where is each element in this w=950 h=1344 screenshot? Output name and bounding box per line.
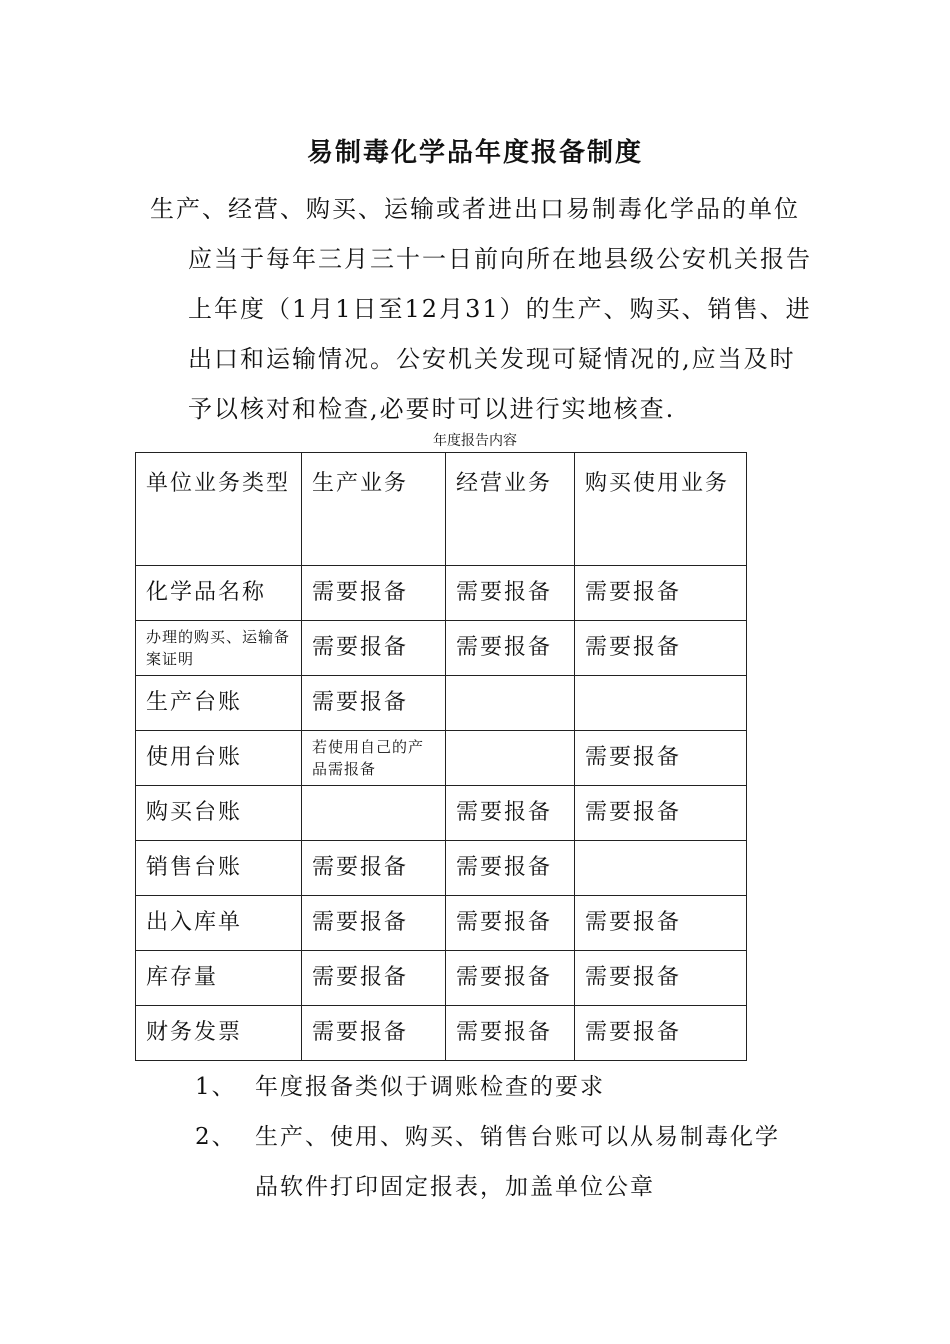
note-text bbox=[195, 1062, 815, 1112]
report-content-table bbox=[135, 452, 747, 1061]
table-cell bbox=[575, 841, 747, 896]
table-cell: 使用台账 bbox=[136, 731, 302, 786]
table-cell: 出入库单 bbox=[136, 896, 302, 951]
note-item bbox=[195, 1062, 815, 1112]
table-cell: 办理的购买、运输备案证明 bbox=[136, 621, 302, 676]
table-caption: 年度报告内容 bbox=[433, 433, 517, 449]
table-row bbox=[136, 896, 747, 951]
header-cell: 生产业务 bbox=[302, 453, 446, 566]
header-cell: 单位业务类型 bbox=[136, 453, 302, 566]
table-cell: 需要报备 bbox=[575, 731, 747, 786]
table-cell: 需要报备 bbox=[446, 566, 575, 621]
table-cell: 需要报备 bbox=[575, 896, 747, 951]
table-cell bbox=[575, 676, 747, 731]
table-cell: 需要报备 bbox=[575, 951, 747, 1006]
table-row bbox=[136, 566, 747, 621]
table-cell: 需要报备 bbox=[302, 621, 446, 676]
note-number: 2、 bbox=[195, 1124, 237, 1150]
note-text bbox=[195, 1112, 815, 1212]
table-cell: 需要报备 bbox=[446, 951, 575, 1006]
table-cell: 生产台账 bbox=[136, 676, 302, 731]
table-row bbox=[136, 786, 747, 841]
table-cell: 化学品名称 bbox=[136, 566, 302, 621]
table-cell: 需要报备 bbox=[302, 951, 446, 1006]
paragraph-line: 出口和运输情况。公安机关发现可疑情况的,应当及时 bbox=[188, 345, 796, 373]
note-number: 1、 bbox=[195, 1074, 237, 1100]
paragraph-line: 生产、经营、购买、运输或者进出口易制毒化学品的单位 bbox=[150, 195, 800, 223]
table-row bbox=[136, 951, 747, 1006]
table-cell: 库存量 bbox=[136, 951, 302, 1006]
table-cell: 需要报备 bbox=[446, 1006, 575, 1061]
table-cell: 需要报备 bbox=[302, 566, 446, 621]
table-cell bbox=[446, 676, 575, 731]
table-cell bbox=[302, 786, 446, 841]
header-cell: 经营业务 bbox=[446, 453, 575, 566]
table-cell: 需要报备 bbox=[302, 1006, 446, 1061]
table-cell: 需要报备 bbox=[446, 621, 575, 676]
notes-list bbox=[195, 1062, 815, 1212]
table-cell: 需要报备 bbox=[446, 841, 575, 896]
document-title: 易制毒化学品年度报备制度 bbox=[306, 138, 643, 168]
table-cell: 销售台账 bbox=[136, 841, 302, 896]
table-cell: 需要报备 bbox=[446, 786, 575, 841]
table-cell: 需要报备 bbox=[575, 566, 747, 621]
table-row bbox=[136, 1006, 747, 1061]
table-row bbox=[136, 731, 747, 786]
table-cell: 若使用自己的产品需报备 bbox=[302, 731, 446, 786]
table-cell: 需要报备 bbox=[446, 896, 575, 951]
intro-paragraph bbox=[150, 184, 810, 434]
note-line: 生产、使用、购买、销售台账可以从易制毒化学 bbox=[255, 1124, 780, 1150]
table-cell: 需要报备 bbox=[575, 1006, 747, 1061]
paragraph-line: 上年度（1月1日至12月31）的生产、购买、销售、进 bbox=[188, 295, 812, 323]
table-row bbox=[136, 621, 747, 676]
table-cell: 需要报备 bbox=[575, 621, 747, 676]
table-cell: 需要报备 bbox=[575, 786, 747, 841]
table-cell: 需要报备 bbox=[302, 676, 446, 731]
paragraph-line: 应当于每年三月三十一日前向所在地县级公安机关报告 bbox=[188, 245, 812, 273]
table-cell: 购买台账 bbox=[136, 786, 302, 841]
table-row bbox=[136, 841, 747, 896]
table-cell: 需要报备 bbox=[302, 841, 446, 896]
paragraph-line: 予以核对和检查,必要时可以进行实地核查. bbox=[188, 395, 676, 423]
header-cell: 购买使用业务 bbox=[575, 453, 747, 566]
table-cell: 需要报备 bbox=[302, 896, 446, 951]
note-line: 年度报备类似于调账检查的要求 bbox=[255, 1074, 605, 1100]
table-cell: 财务发票 bbox=[136, 1006, 302, 1061]
table-row bbox=[136, 676, 747, 731]
note-item bbox=[195, 1112, 815, 1212]
note-line: 品软件打印固定报表，加盖单位公章 bbox=[255, 1174, 655, 1200]
table-cell bbox=[446, 731, 575, 786]
table-header-row bbox=[136, 453, 747, 566]
